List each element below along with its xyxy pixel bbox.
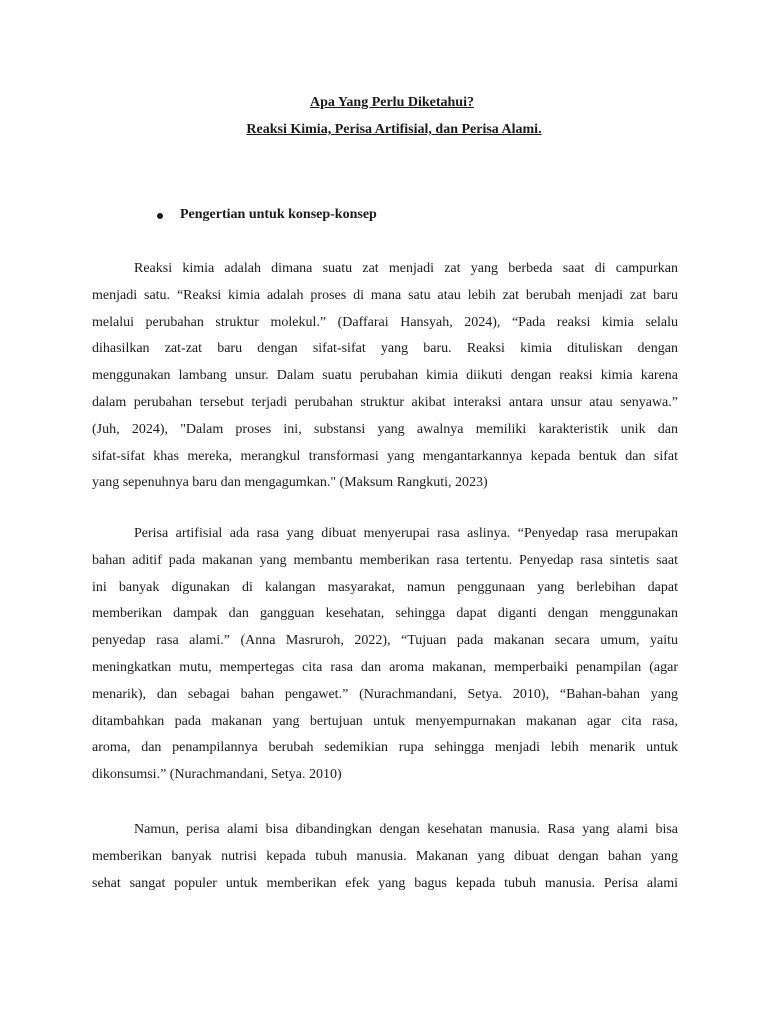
paragraph-line: dikonsumsi.” (Nurachmandani, Setya. 2010) [92, 767, 342, 783]
paragraph-line: Perisa artifisial ada rasa yang dibuat menyerupai rasa aslinya. “Penyedap rasa merupakan [134, 526, 678, 541]
paragraph-line: menggunakan lambang unsur. Dalam suatu perubahan kimia diikuti dengan reaksi kimia karena [92, 368, 678, 384]
document-title-line-1: Apa Yang Perlu Diketahui? [309, 95, 474, 110]
paragraph-line: bahan aditif pada makanan yang membantu memberikan rasa tertentu. Penyedap rasa sintetis saat [92, 552, 678, 568]
paragraph-line: Reaksi kimia adalah dimana suatu zat menjadi zat yang berbeda saat di campurkan [134, 261, 678, 276]
paragraph-line: ini banyak digunakan di kalangan masyarakat, namun penggunaan yang berlebihan dapat [92, 579, 678, 595]
paragraph-line: aroma, dan penampilannya berubah sedemikian rupa sehingga menjadi lebih menarik untuk [92, 740, 678, 756]
document-title-line-2: Reaksi Kimia, Perisa Artifisial, dan Perisa Alami. [246, 122, 542, 137]
paragraph-line: Namun, perisa alami bisa dibandingkan dengan kesehatan manusia. Rasa yang alami bisa [134, 822, 678, 837]
bullet-icon [157, 213, 163, 219]
paragraph-line: (Juh, 2024), "Dalam proses ini, substansi yang awalnya memiliki karakteristik unik dan [92, 421, 678, 437]
section-heading [157, 206, 377, 224]
paragraph-line: menjadi satu. “Reaksi kimia adalah proses di mana satu atau lebih zat berubah menjadi zat baru [92, 287, 678, 303]
paragraph-line: sehat sangat populer untuk memberikan efek yang bagus kepada tubuh manusia. Perisa alami [92, 875, 678, 891]
paragraph-line: sifat-sifat khas mereka, merangkul transformasi yang mengantarkannya kepada bentuk dan sifat [92, 448, 678, 464]
paragraph-reaksi-kimia [92, 256, 678, 497]
paragraph-line: memberikan banyak nutrisi kepada tubuh manusia. Makanan yang dibuat dengan bahan yang [92, 848, 678, 864]
section-heading-text: Pengertian untuk konsep-konsep [180, 207, 377, 222]
paragraph-line: memberikan dampak dan gangguan kesehatan, sehingga dapat diganti dengan menggunakan [92, 606, 678, 622]
paragraph-line: melalui perubahan struktur molekul.” (Daffarai Hansyah, 2024), “Pada reaksi kimia selalu [92, 314, 678, 330]
paragraph-perisa-alami [92, 817, 678, 897]
paragraph-line: dalam perubahan tersebut terjadi perubahan struktur akibat interaksi antara unsur atau senyawa.” [92, 394, 678, 410]
paragraph-line: yang sepenuhnya baru dan mengagumkan." (Maksum Rangkuti, 2023) [92, 475, 488, 491]
paragraph-line: ditambahkan pada makanan yang bertujuan untuk menyempurnakan makanan agar cita rasa, [92, 713, 678, 729]
paragraph-perisa-artifisial [92, 521, 678, 789]
paragraph-line: penyedap rasa alami.” (Anna Masruroh, 2022), “Tujuan pada makanan secara umum, yaitu [92, 633, 678, 649]
paragraph-line: menarik), dan sebagai bahan pengawet.” (Nurachmandani, Setya. 2010), “Bahan-bahan yang [92, 686, 678, 702]
paragraph-line: dihasilkan zat-zat baru dengan sifat-sifat yang baru. Reaksi kimia dituliskan dengan [92, 341, 678, 357]
paragraph-line: meningkatkan mutu, mempertegas cita rasa dan aroma makanan, memperbaiki penampilan (agar [92, 659, 678, 675]
